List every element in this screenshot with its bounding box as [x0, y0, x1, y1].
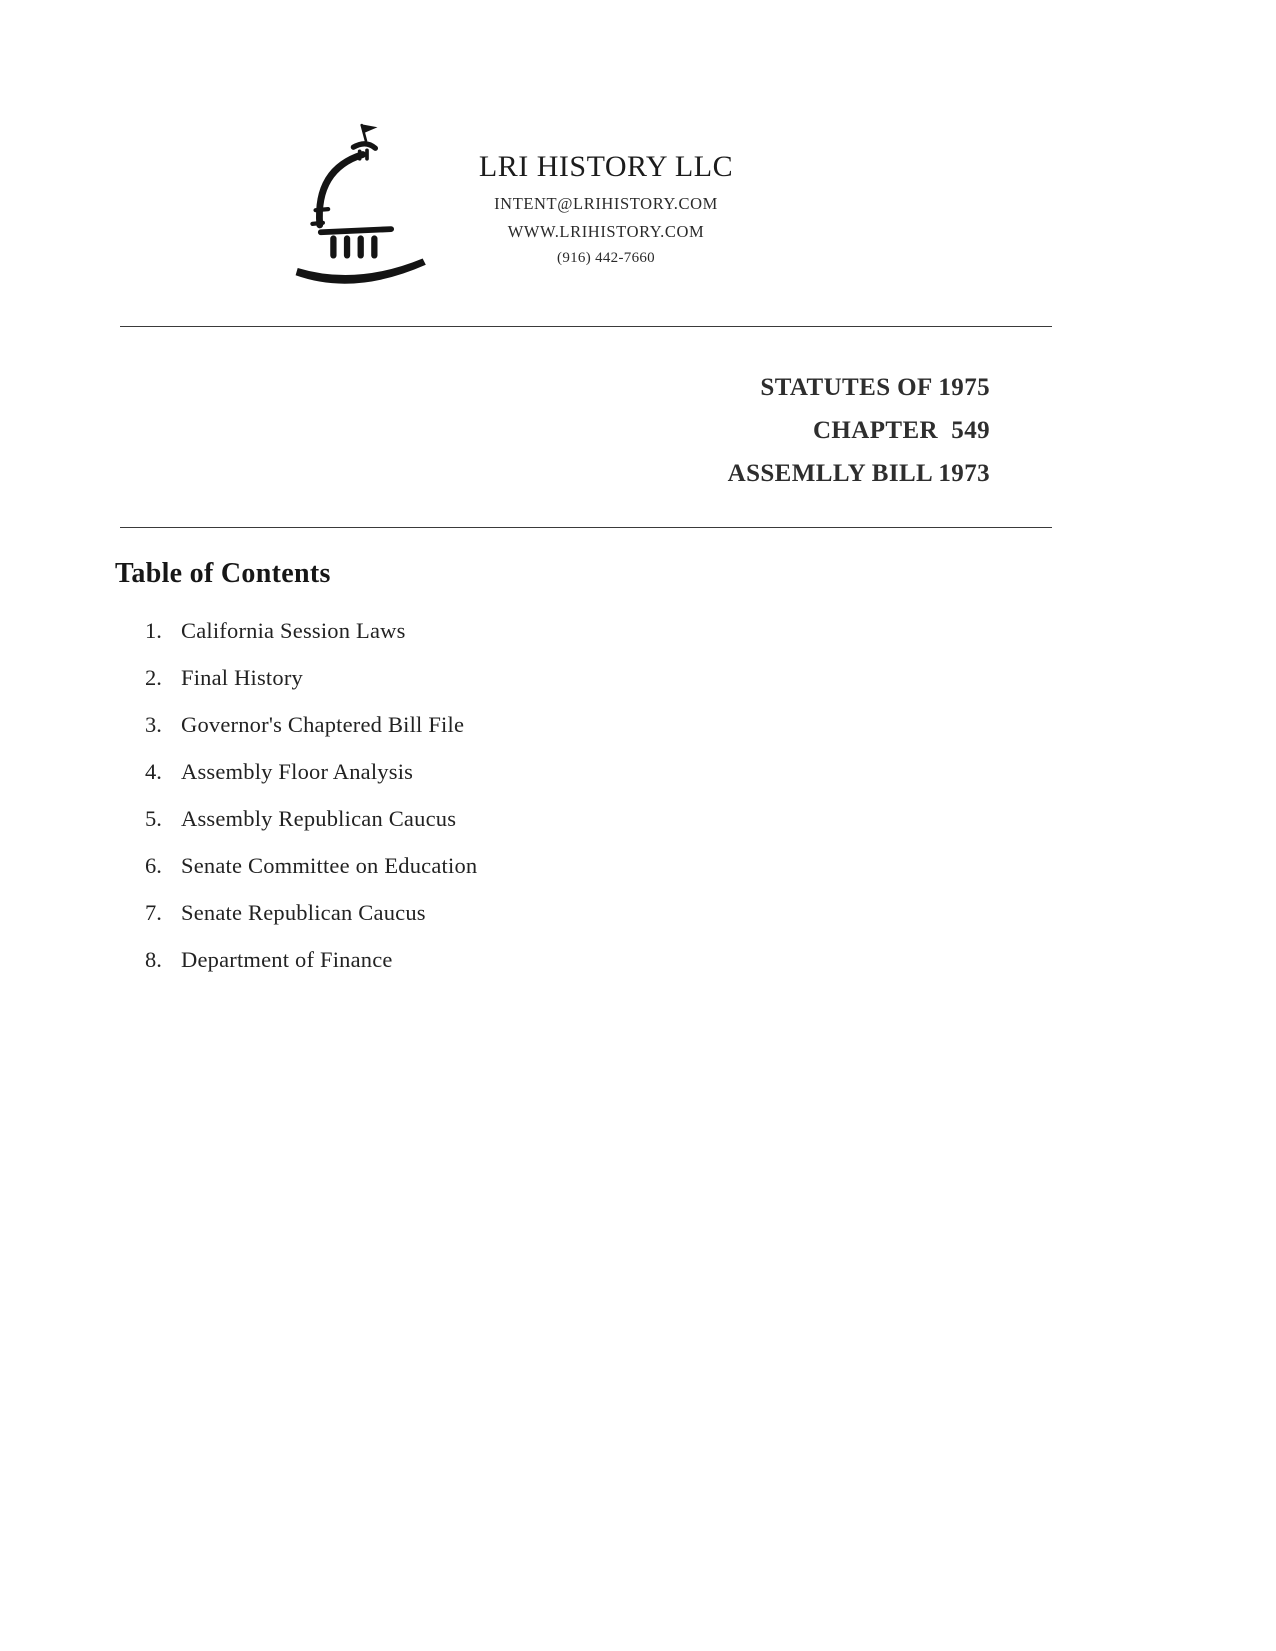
toc-item-number: 5.: [145, 806, 162, 831]
toc-item-label: Senate Republican Caucus: [181, 900, 426, 925]
toc-item-number: 3.: [145, 712, 162, 737]
contact-phone: (916) 442-7660: [557, 250, 655, 266]
toc-item: [145, 853, 845, 900]
toc-list: [145, 618, 845, 994]
toc-item-number: 8.: [145, 947, 162, 972]
toc-item: [145, 759, 845, 806]
toc-title: Table of Contents: [115, 558, 331, 589]
toc-item-label: Assembly Republican Caucus: [181, 806, 457, 831]
divider-bottom: [120, 527, 1052, 528]
toc-item-label: Governor's Chaptered Bill File: [181, 712, 465, 737]
toc-item-label: Senate Committee on Education: [181, 853, 478, 878]
toc-item: [145, 618, 845, 665]
toc-item-number: 2.: [145, 665, 162, 690]
toc-item: [145, 712, 845, 759]
toc-item-number: 1.: [145, 618, 162, 643]
toc-item: [145, 900, 845, 947]
toc-item-label: Assembly Floor Analysis: [181, 759, 414, 784]
toc-item-number: 6.: [145, 853, 162, 878]
toc-item: [145, 806, 845, 853]
chapter-line: CHAPTER 549: [812, 417, 990, 444]
letterhead: [438, 150, 774, 267]
company-name: LRI HISTORY LLC: [478, 150, 734, 183]
toc-item: [145, 665, 845, 712]
contact-email: INTENT@LRIHISTORY.COM: [494, 194, 718, 213]
toc-item-number: 4.: [145, 759, 162, 784]
toc-item: [145, 947, 845, 994]
toc-item-label: Department of Finance: [181, 947, 393, 972]
contact-website: WWW.LRIHISTORY.COM: [507, 222, 705, 241]
toc-item-label: California Session Laws: [181, 618, 406, 643]
divider-top: [120, 326, 1052, 327]
toc-item-label: Final History: [181, 665, 303, 690]
toc-item-number: 7.: [145, 900, 162, 925]
capitol-logo-icon: [292, 122, 442, 290]
assembly-bill-line: ASSEMLLY BILL 1973: [727, 460, 990, 487]
document-heading: [728, 366, 990, 495]
statutes-line: STATUTES OF 1975: [760, 374, 990, 401]
